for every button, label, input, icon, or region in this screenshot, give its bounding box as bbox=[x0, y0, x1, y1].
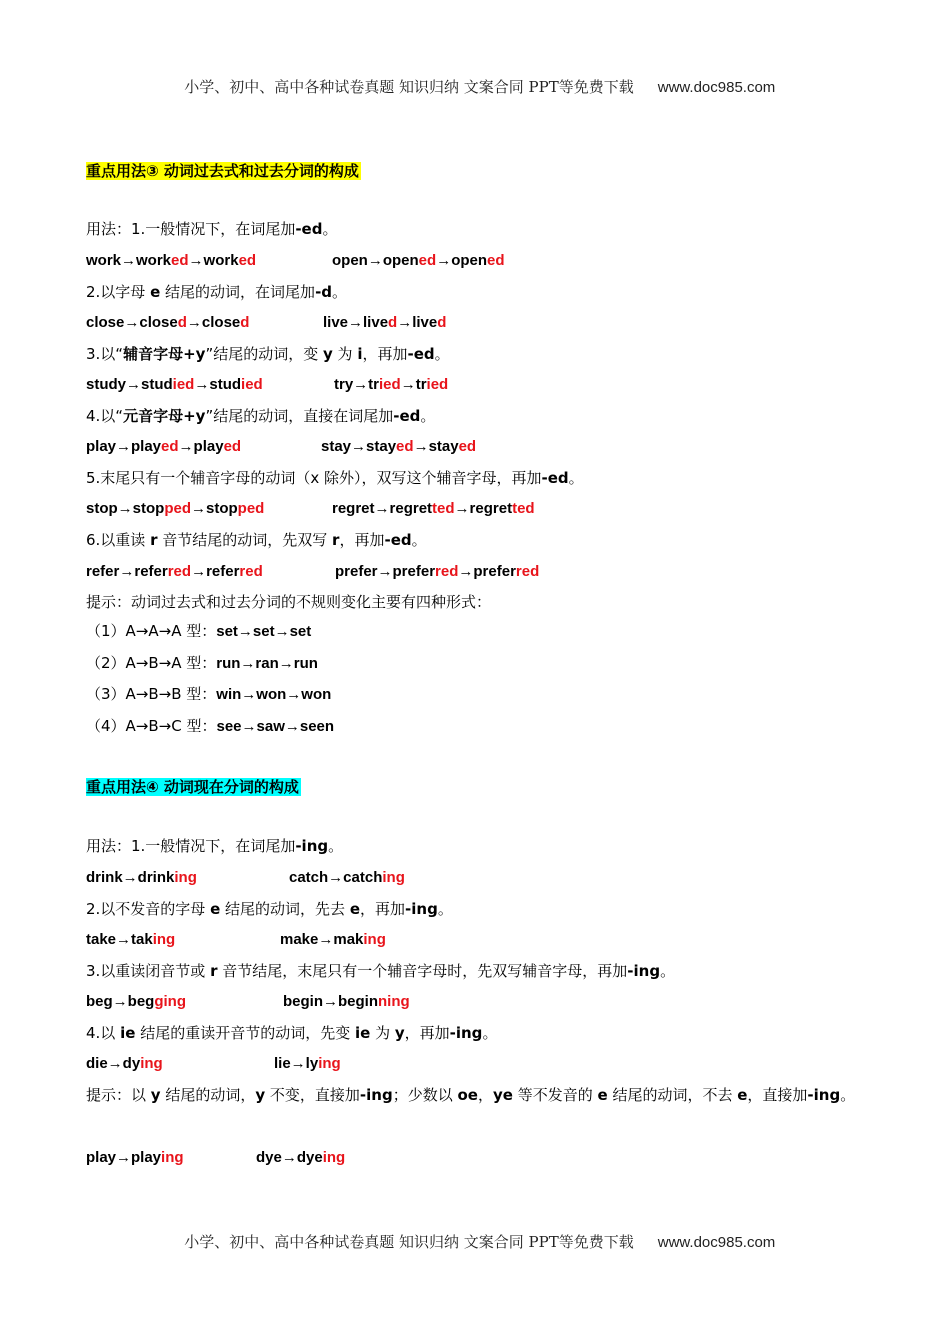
example-right: try→tried→tried bbox=[334, 376, 449, 393]
example-left: beg→begging bbox=[86, 993, 186, 1010]
s3-example3 bbox=[86, 374, 449, 396]
section4-title: 重点用法④ 动词现在分词的构成 bbox=[86, 778, 299, 796]
s3-rule1: 用法：1.一般情况下，在词尾加-ed。 bbox=[86, 220, 338, 238]
example-left: close→closed→closed bbox=[86, 314, 250, 331]
footer-text: 小学、初中、高中各种试卷真题 知识归纳 文案合同 PPT等免费下载 bbox=[184, 1233, 634, 1251]
s3-irregular-2: （2）A→B→A 型：run→ran→run bbox=[86, 654, 318, 672]
s3-example5 bbox=[86, 498, 535, 520]
s4-example1 bbox=[86, 867, 405, 889]
page-header bbox=[0, 58, 950, 97]
example-right: catch→catching bbox=[289, 869, 405, 886]
example-left: refer→referred→referred bbox=[86, 563, 263, 580]
example-left: die→dying bbox=[86, 1055, 163, 1072]
example-left: stop→stopped→stopped bbox=[86, 500, 265, 517]
s4-example2 bbox=[86, 929, 386, 951]
example-left: play→played→played bbox=[86, 438, 242, 455]
header-url[interactable]: www.doc985.com bbox=[657, 79, 776, 96]
header-text: 小学、初中、高中各种试卷真题 知识归纳 文案合同 PPT等免费下载 bbox=[184, 78, 634, 96]
example-left: play→playing bbox=[86, 1149, 184, 1166]
s4-rule1: 用法：1.一般情况下，在词尾加-ing。 bbox=[86, 837, 344, 855]
section3-title: 重点用法③ 动词过去式和过去分词的构成 bbox=[86, 162, 359, 180]
example-right: dye→dyeing bbox=[256, 1149, 346, 1166]
example-right: regret→regretted→regretted bbox=[332, 500, 535, 517]
example-right: lie→lying bbox=[274, 1055, 341, 1072]
s4-example4 bbox=[86, 1053, 341, 1075]
s3-irregular-4: （4）A→B→C 型：see→saw→seen bbox=[86, 717, 335, 735]
example-left: study→studied→studied bbox=[86, 376, 263, 393]
s4-rule2: 2.以不发音的字母 e 结尾的动词，先去 e，再加-ing。 bbox=[86, 900, 453, 918]
s3-rule2: 2.以字母 e 结尾的动词，在词尾加-d。 bbox=[86, 283, 348, 301]
example-right: stay→stayed→stayed bbox=[321, 438, 477, 455]
s3-irregular-3: （3）A→B→B 型：win→won→won bbox=[86, 685, 332, 703]
s3-example1 bbox=[86, 250, 505, 272]
s3-tip: 提示：动词过去式和过去分词的不规则变化主要有四种形式： bbox=[86, 593, 492, 611]
example-left: drink→drinking bbox=[86, 869, 197, 886]
s3-example4 bbox=[86, 436, 477, 458]
example-left: work→worked→worked bbox=[86, 252, 257, 269]
s4-rule3: 3.以重读闭音节或 r 音节结尾，末尾只有一个辅音字母时，先双写辅音字母，再加-ing。 bbox=[86, 962, 676, 980]
s4-tip: 提示：以 y 结尾的动词，y 不变，直接加-ing；少数以 oe，ye 等不发音的 e 结尾的动词，不去 e，直接加-ing。 bbox=[86, 1086, 856, 1104]
example-right: live→lived→lived bbox=[323, 314, 447, 331]
footer-url[interactable]: www.doc985.com bbox=[657, 1234, 776, 1251]
s3-rule6: 6.以重读 r 音节结尾的动词，先双写 r，再加-ed。 bbox=[86, 531, 427, 549]
s3-irregular-1: （1）A→A→A 型：set→set→set bbox=[86, 622, 312, 640]
s3-rule4: 4.以“元音字母+y”结尾的动词，直接在词尾加-ed。 bbox=[86, 407, 436, 425]
example-left: take→taking bbox=[86, 931, 176, 948]
example-right: begin→beginning bbox=[283, 993, 410, 1010]
s4-example5 bbox=[86, 1147, 346, 1169]
page-footer bbox=[0, 1213, 950, 1252]
s3-rule5: 5.末尾只有一个辅音字母的动词（x 除外），双写这个辅音字母，再加-ed。 bbox=[86, 469, 584, 487]
s4-example3 bbox=[86, 991, 410, 1013]
example-right: make→making bbox=[280, 931, 386, 948]
example-right: prefer→preferred→preferred bbox=[335, 563, 540, 580]
s4-rule4: 4.以 ie 结尾的重读开音节的动词，先变 ie 为 y，再加-ing。 bbox=[86, 1024, 498, 1042]
s3-example6 bbox=[86, 561, 540, 583]
example-right: open→opened→opened bbox=[332, 252, 505, 269]
s3-rule3: 3.以“辅音字母+y”结尾的动词，变 y 为 i，再加-ed。 bbox=[86, 345, 450, 363]
s3-example2 bbox=[86, 312, 447, 334]
